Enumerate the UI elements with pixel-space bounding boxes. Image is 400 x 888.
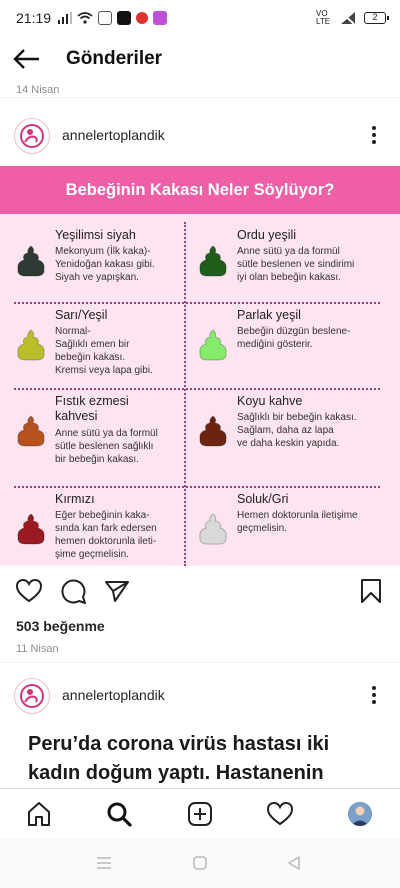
- stool-color-icon: [14, 328, 48, 362]
- status-bar: [0, 0, 400, 36]
- stool-type-title: Kırmızı: [55, 492, 95, 506]
- back-button[interactable]: [10, 44, 44, 74]
- infographic-title: Bebeğinin Kakası Neler Söylüyor?: [65, 180, 335, 199]
- status-right-icons: [316, 10, 386, 26]
- post-header: [0, 670, 400, 726]
- stool-color-icon: [14, 414, 48, 448]
- music-app-icon: [153, 11, 167, 25]
- infographic-banner: [0, 166, 400, 214]
- profile-avatar: [348, 802, 372, 826]
- heart-icon: [267, 802, 293, 826]
- stool-type-description: Normal- Sağlıklı emen bir bebeğin kakası. Kremsi veya lapa gibi.: [55, 326, 153, 376]
- divider: [0, 97, 400, 98]
- stool-type-description: Eğer bebeğinin kaka- sında kan fark edersen hemen doktorunla ileti- şime geçmelisin.: [55, 510, 157, 560]
- system-navigation-bar: [0, 838, 400, 888]
- bookmark-icon: [360, 578, 382, 604]
- stool-type-title: Koyu kahve: [237, 394, 303, 408]
- search-icon: [106, 801, 132, 827]
- app-header: [0, 36, 400, 82]
- nav-home[interactable]: [24, 799, 54, 829]
- stool-color-icon: [196, 512, 230, 546]
- arrow-left-icon: [13, 49, 41, 69]
- stool-type-title: Ordu yeşili: [237, 228, 297, 242]
- likes-count[interactable]: 503 beğenme: [16, 618, 105, 634]
- tiktok-icon: [117, 11, 131, 25]
- nav-profile[interactable]: [345, 799, 375, 829]
- stool-color-icon: [196, 244, 230, 278]
- comment-icon: [60, 578, 86, 604]
- previous-post-date: 14 Nisan: [16, 84, 60, 96]
- post-username[interactable]: annelertoplandik: [62, 127, 165, 143]
- stool-color-icon: [14, 512, 48, 546]
- bottom-navigation: [0, 788, 400, 838]
- stool-type-title: Yeşilimsi siyah: [55, 228, 136, 242]
- stool-type-description: Mekonyum (İlk kaka)- Yenidoğan kakası gibi. Siyah ve yapışkan.: [55, 246, 155, 283]
- signal-icon: [58, 12, 72, 24]
- ladybug-icon: [136, 12, 148, 24]
- comment-button[interactable]: [58, 576, 88, 606]
- home-system-button[interactable]: [190, 853, 210, 873]
- avatar[interactable]: [14, 118, 50, 154]
- nav-search[interactable]: [104, 799, 134, 829]
- post-image[interactable]: [0, 728, 400, 788]
- profile-photo-icon: [348, 802, 372, 826]
- nav-new-post[interactable]: [185, 799, 215, 829]
- nav-activity[interactable]: [265, 799, 295, 829]
- post-header: [0, 110, 400, 166]
- like-button[interactable]: [14, 576, 44, 606]
- stool-type-title: Soluk/Gri: [237, 492, 289, 506]
- home-square-icon: [193, 856, 207, 870]
- share-button[interactable]: [102, 576, 132, 606]
- status-notification-icons: [58, 11, 167, 25]
- home-icon: [26, 801, 52, 827]
- send-icon: [104, 579, 130, 603]
- stool-type-description: Bebeğin düzgün beslene- mediğini gösterir.: [237, 326, 351, 350]
- stool-type-description: Anne sütü ya da formül sütle beslenen sağlıklı bir bebeğin kakası.: [55, 428, 158, 465]
- app-notif-icon: [98, 11, 112, 25]
- back-triangle-icon: [287, 856, 301, 870]
- save-button[interactable]: [356, 576, 386, 606]
- heart-icon: [16, 579, 42, 603]
- mother-baby-logo-icon: [19, 123, 45, 149]
- stool-color-icon: [196, 414, 230, 448]
- avatar[interactable]: [14, 678, 50, 714]
- post-image[interactable]: [0, 166, 400, 566]
- more-options-button[interactable]: [368, 120, 380, 150]
- volte-label: VO LTE: [316, 9, 331, 26]
- post-username[interactable]: annelertoplandik: [62, 687, 165, 703]
- stool-type-description: Hemen doktorunla iletişime geçmelisin.: [237, 510, 358, 534]
- stool-type-description: Anne sütü ya da formül sütle beslenen ve sindirimi iyi olan bebeğin kakası.: [237, 246, 355, 283]
- more-options-button[interactable]: [368, 680, 380, 710]
- vertical-divider: [184, 222, 186, 566]
- stool-type-title: Fıstık ezmesi kahvesi: [55, 394, 129, 423]
- stool-color-icon: [196, 328, 230, 362]
- stool-type-description: Sağlıklı bir bebeğin kakası. Sağlam, daha az lapa ve daha keskin yapıda.: [237, 412, 357, 449]
- stool-type-title: Sarı/Yeşil: [55, 308, 108, 322]
- divider: [0, 662, 400, 663]
- page-title: Gönderiler: [66, 48, 163, 69]
- back-system-button[interactable]: [284, 853, 304, 873]
- add-post-icon: [187, 801, 213, 827]
- row-divider: [14, 388, 380, 390]
- row-divider: [14, 486, 380, 488]
- stool-color-icon: [14, 244, 48, 278]
- stool-type-title: Parlak yeşil: [237, 308, 301, 322]
- row-divider: [14, 302, 380, 304]
- battery-icon: 2: [364, 12, 386, 24]
- recent-apps-button[interactable]: [94, 853, 114, 873]
- signal-off-icon: [340, 11, 356, 25]
- status-time: 21:19: [16, 10, 52, 26]
- news-headline: Peru’da corona virüs hastası iki kadın doğum yaptı. Hastanenin: [28, 733, 330, 784]
- mother-baby-logo-icon: [19, 683, 45, 709]
- menu-icon: [96, 857, 112, 869]
- post-date: 11 Nisan: [16, 643, 59, 655]
- post-actions: [0, 570, 400, 614]
- wifi-icon: [77, 12, 93, 24]
